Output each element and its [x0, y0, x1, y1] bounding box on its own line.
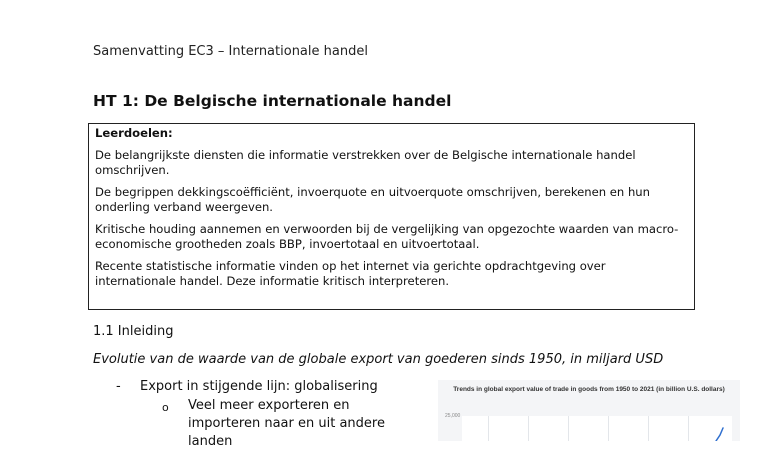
- sub-bullet-text: Veel meer exporteren en importeren naar en uit andere landen: [188, 398, 385, 449]
- chart-gridline: [648, 416, 649, 441]
- list-item: [162, 397, 388, 451]
- objective-item: De begrippen dekkingscoëfficiënt, invoerquote en uitvoerquote omschrijven, berekenen en hun onderling verband weergeven.: [95, 184, 651, 214]
- figure-caption: Evolutie van de waarde van de globale export van goederen sinds 1950, in miljard USD: [93, 352, 664, 367]
- chart-line-end: [714, 426, 726, 441]
- objectives-title: Leerdoelen:: [95, 126, 173, 140]
- chart-gridline: [568, 416, 569, 441]
- chart-gridline: [688, 416, 689, 441]
- chart-plot-area: [462, 416, 732, 441]
- export-chart-image: [438, 380, 740, 441]
- chart-gridline: [488, 416, 489, 441]
- chart-gridline: [608, 416, 609, 441]
- learning-objectives-box: [88, 123, 695, 310]
- bullet-dash: -: [116, 379, 121, 394]
- bullet-list: [116, 378, 378, 396]
- bullet-circle: o: [162, 401, 169, 414]
- section-title: 1.1 Inleiding: [93, 324, 174, 339]
- chart-title: Trends in global export value of trade in goods from 1950 to 2021 (in billion U.S. dollars): [453, 386, 725, 393]
- objective-item: Recente statistische informatie vinden op het internet via gerichte opdrachtgeving over internationale handel. Deze informatie kritisch interpreteren.: [95, 258, 606, 288]
- objective-item: De belangrijkste diensten die informatie verstrekken over de Belgische internationale handel omschrijven.: [95, 147, 636, 177]
- objective-item: Kritische houding aannemen en verwoorden bij de vergelijking van opgezochte waarden van macro-economische grootheden zoals BBP, invoertotaal en uitvoertotaal.: [95, 221, 679, 251]
- list-item: [116, 378, 378, 396]
- chapter-heading: HT 1: De Belgische internationale handel: [93, 92, 452, 110]
- sub-bullet-list: [162, 397, 388, 451]
- chart-tick-label: 25,000: [445, 413, 461, 419]
- bullet-text: Export in stijgende lijn: globalisering: [140, 379, 378, 394]
- document-header: Samenvatting EC3 – Internationale handel: [93, 44, 368, 59]
- chart-gridline: [528, 416, 529, 441]
